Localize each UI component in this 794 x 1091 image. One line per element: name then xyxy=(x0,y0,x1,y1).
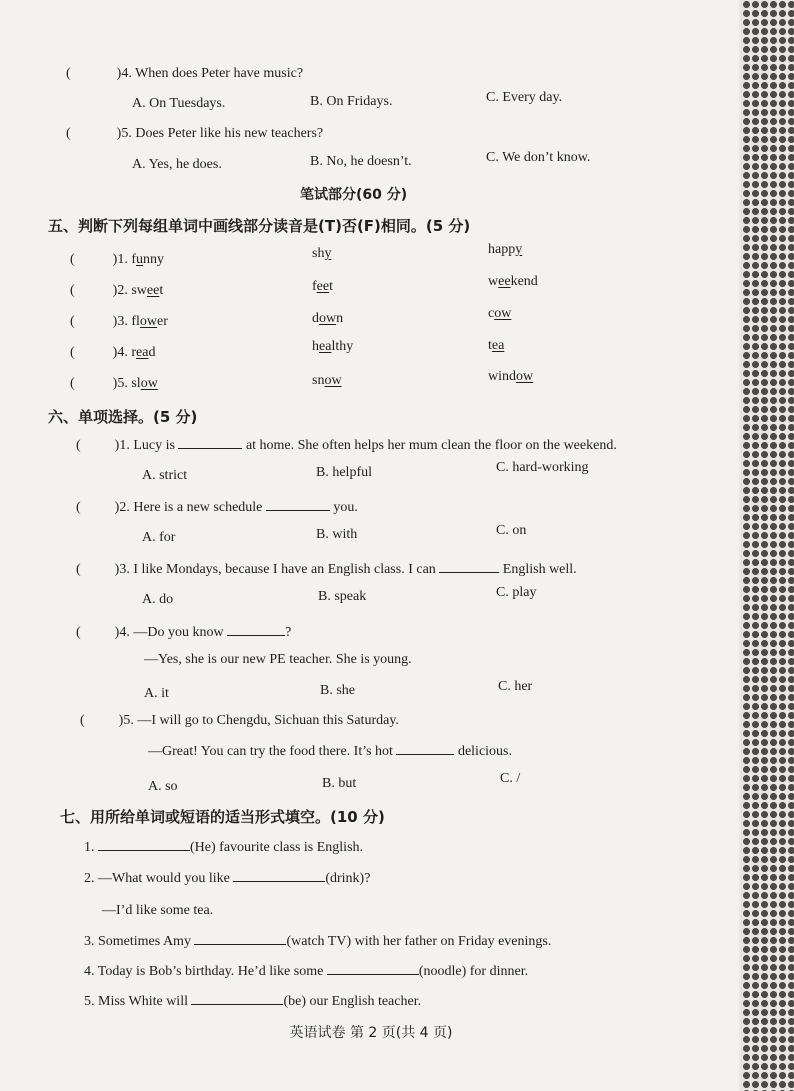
phonics-row-4: ( )4. read xyxy=(70,345,156,360)
mc-q3-option-a: A. do xyxy=(142,592,174,607)
page-footer: 英语试卷 第 2 页(共 4 页) xyxy=(289,1025,453,1041)
phonics-word-1: funny xyxy=(131,252,165,267)
mc-q2-option-a: A. for xyxy=(142,530,176,545)
listening-q5-option-b: B. No, he doesn’t. xyxy=(310,154,412,169)
mc-q2-option-c: C. on xyxy=(496,523,527,538)
listening-q5-option-c: C. We don’t know. xyxy=(486,150,591,165)
listening-q5-option-a: A. Yes, he does. xyxy=(132,157,222,172)
section7-title: 七、用所给单词或短语的适当形式填空。(10 分) xyxy=(60,808,385,826)
written-part-title: 笔试部分(60 分) xyxy=(300,187,408,203)
fill-q1: 1. (He) favourite class is English. xyxy=(84,840,364,855)
mc-q5-option-a: A. so xyxy=(148,779,178,794)
mc-q1-option-c: C. hard-working xyxy=(496,460,589,475)
section6-title: 六、单项选择。(5 分) xyxy=(48,408,198,426)
phonics-word-2: snow xyxy=(312,373,342,388)
mc-q4: ( )4. —Do you know ? xyxy=(76,625,292,640)
phonics-word-1: flower xyxy=(131,314,168,329)
phonics-word-2: down xyxy=(312,311,344,326)
section5-title: 五、判断下列每组单词中画线部分读音是(T)否(F)相同。(5 分) xyxy=(48,217,471,235)
phonics-word-2: shy xyxy=(312,246,332,261)
phonics-word-2: healthy xyxy=(312,339,354,354)
mc-q5-option-b: B. but xyxy=(322,776,357,791)
phonics-word-2: feet xyxy=(312,279,333,294)
listening-q4-option-b: B. On Fridays. xyxy=(310,94,393,109)
phonics-word-1: slow xyxy=(131,376,158,391)
phonics-word-3: cow xyxy=(488,306,512,321)
listening-q4: ( )4. When does Peter have music? xyxy=(66,66,304,81)
mc-q5-line2: —Great! You can try the food there. It’s hot delicious. xyxy=(148,744,512,759)
phonics-row-5: ( )5. slow xyxy=(70,376,158,391)
phonics-word-1: read xyxy=(131,345,156,360)
binding-edge-pattern xyxy=(742,0,794,1091)
mc-q5-option-c: C. / xyxy=(500,771,521,786)
mc-q3: ( )3. I like Mondays, because I have an English class. I can English well. xyxy=(76,562,577,577)
phonics-word-3: tea xyxy=(488,338,505,353)
listening-q5: ( )5. Does Peter like his new teachers? xyxy=(66,126,324,141)
phonics-word-3: window xyxy=(488,369,534,384)
fill-q4: 4. Today is Bob’s birthday. He’d like some (noodle) for dinner. xyxy=(84,964,529,979)
fill-q2: 2. —What would you like (drink)? xyxy=(84,871,371,886)
phonics-row-2: ( )2. sweet xyxy=(70,283,164,298)
phonics-word-1: sweet xyxy=(131,283,164,298)
fill-q5: 5. Miss White will (be) our English teacher. xyxy=(84,994,422,1009)
mc-q2: ( )2. Here is a new schedule you. xyxy=(76,500,358,515)
phonics-word-3: weekend xyxy=(488,274,538,289)
mc-q4-line2: —Yes, she is our new PE teacher. She is young. xyxy=(144,652,412,667)
mc-q1: ( )1. Lucy is at home. She often helps her mum clean the floor on the weekend. xyxy=(76,438,617,453)
mc-q3-option-c: C. play xyxy=(496,585,537,600)
mc-q2-option-b: B. with xyxy=(316,527,358,542)
mc-q1-option-b: B. helpful xyxy=(316,465,372,480)
listening-q4-option-a: A. On Tuesdays. xyxy=(132,96,226,111)
mc-q4-option-a: A. it xyxy=(144,686,169,701)
mc-q3-option-b: B. speak xyxy=(318,589,367,604)
mc-q4-option-c: C. her xyxy=(498,679,533,694)
phonics-row-1: ( )1. funny xyxy=(70,252,165,267)
fill-q3: 3. Sometimes Amy (watch TV) with her father on Friday evenings. xyxy=(84,934,552,949)
phonics-word-3: happy xyxy=(488,242,523,257)
listening-q4-option-c: C. Every day. xyxy=(486,90,563,105)
mc-q5: ( )5. —I will go to Chengdu, Sichuan this Saturday. xyxy=(80,713,399,728)
mc-q4-option-b: B. she xyxy=(320,683,355,698)
fill-q2-line2: —I’d like some tea. xyxy=(102,903,214,918)
phonics-row-3: ( )3. flower xyxy=(70,314,168,329)
mc-q1-option-a: A. strict xyxy=(142,468,188,483)
